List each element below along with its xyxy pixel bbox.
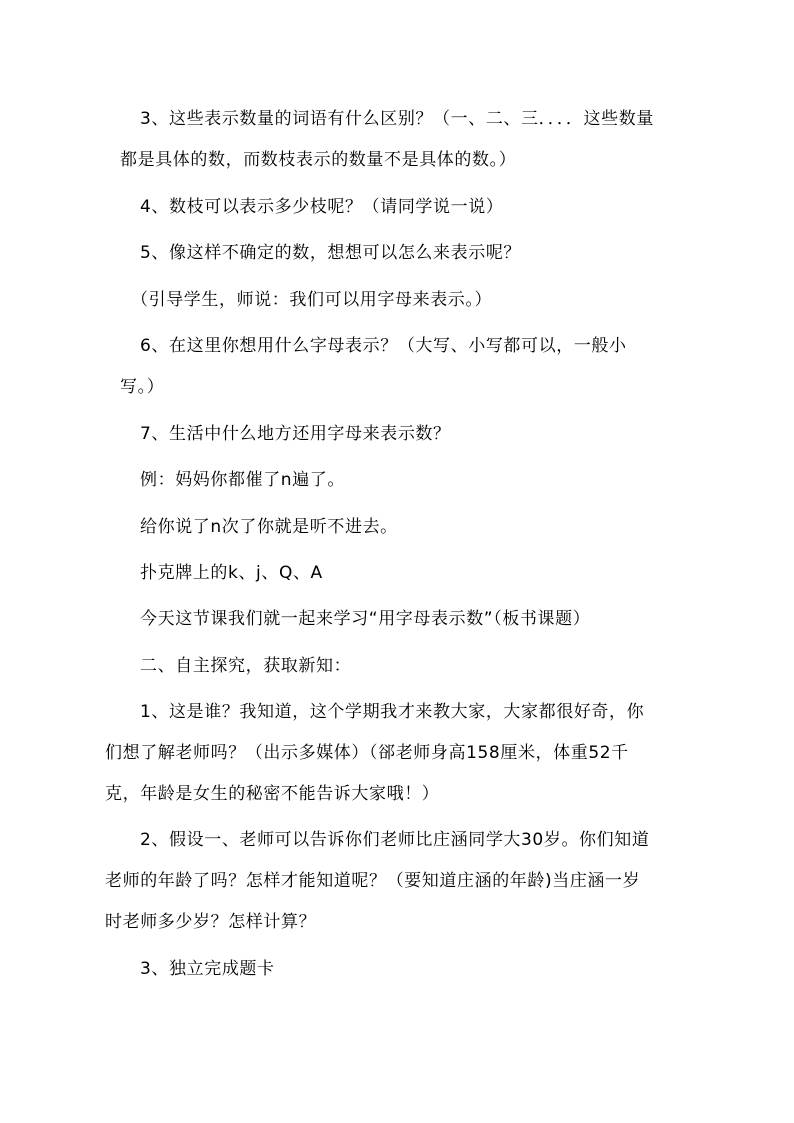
text-line-p2-part2: 老师的年龄了吗？怎样才能知道呢？（要知道庄涵的年龄)当庄涵一岁 (105, 871, 641, 891)
text-line-p2-part1: 2、假设一、老师可以告诉你们老师比庄涵同学大30岁。你们知道 (140, 830, 650, 850)
text-line-p1-part1: 1、这是谁？我知道，这个学期我才来教大家，大家都很好奇，你 (140, 702, 645, 722)
text-line-q5: 5、像这样不确定的数，想想可以怎么来表示呢？ (140, 243, 522, 263)
text-line-example-2: 给你说了n次了你就是听不进去。 (140, 517, 398, 537)
text-line-guide: （引导学生，师说：我们可以用字母来表示。） (131, 290, 493, 310)
text-line-topic: 今天这节课我们就一起来学习“用字母表示数”（板书课题） (140, 609, 591, 629)
section-heading-explore: 二、自主探究，获取新知： (140, 656, 352, 676)
text-line-p3: 3、独立完成题卡 (140, 959, 275, 979)
text-line-p1-part2: 们想了解老师吗？（出示多媒体）（郤老师身高158厘米，体重52千 (105, 743, 629, 763)
text-line-p2-part3: 时老师多少岁？怎样计算？ (105, 912, 317, 932)
text-line-q4: 4、数枝可以表示多少枝呢？（请同学说一说） (140, 197, 504, 217)
text-line-q3-part2: 都是具体的数，而数枝表示的数量不是具体的数。） (120, 150, 517, 170)
text-line-q6-part2: 写。） (120, 377, 165, 397)
text-line-q7: 7、生活中什么地方还用字母来表示数？ (140, 424, 451, 444)
text-line-example-1: 例：妈妈你都催了n遍了。 (140, 470, 345, 490)
text-line-q6-part1: 6、在这里你想用什么字母表示？（大写、小写都可以，一般小 (140, 336, 627, 356)
text-line-example-3: 扑克牌上的k、j、Q、A (140, 563, 323, 583)
text-line-p1-part3: 克，年龄是女生的秘密不能告诉大家哦！） (105, 784, 440, 804)
text-line-q3-part1: 3、这些表示数量的词语有什么区别？（一、二、三．．．．这些数量 (140, 109, 654, 129)
